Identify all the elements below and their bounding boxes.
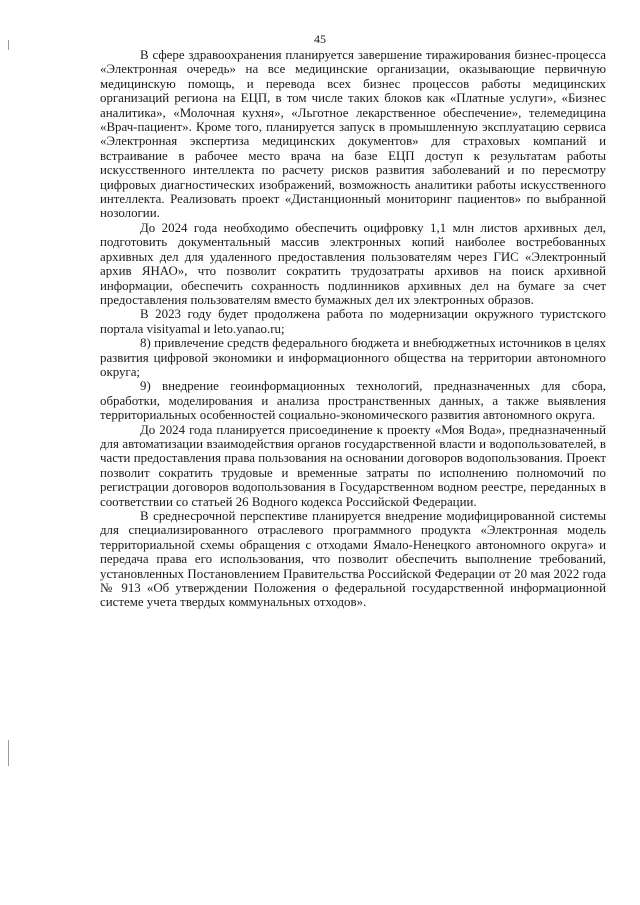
paragraph-my-water: До 2024 года планируется присоединение к проекту «Моя Вода», предназначенный для автоматизации взаимодействия органов государственной власти и водопользователей, в части предоставления права пользования на основании договоров водопользования. Проект позволит сократить трудовые и временные затраты по исполнению полномочий по регистрации договоров водопользования в Государственном водном реестре, переданных в соответствии со статьей 26 Водного кодекса Российской Федерации.	[100, 422, 606, 509]
paragraph-item-9: 9) внедрение геоинформационных технологий, предназначенных для сбора, обработки, моделирования и анализа пространственных данных, а также выявления территориальных особенностей социально-экономического развития автономного округа.	[100, 379, 606, 423]
paragraph-healthcare: В сфере здравоохранения планируется завершение тиражирования бизнес-процесса «Электронная очередь» на все медицинские организации, оказывающие первичную медицинскую помощь, и перевода всех бизнес процессов работы медицинских организаций региона на ЕЦП, в том числе таких блоков как «Платные услуги», «Бизнес аналитика», «Молочная кухня», «Льготное лекарственное обеспечение», телемедицина «Врач-пациент». Кроме того, планируется запуск в промышленную эксплуатацию сервиса «Электронная экспертиза медицинских документов» для страховых компаний и встраивание в рабочее место врача на базе ЕЦП доступ к результатам работы искусственного интеллекта по расчету рисков развития заболеваний и по пересмотру цифровых диагностических изображений, возможность аналитики работы искусственного интеллекта. Реализовать проект «Дистанционный мониторинг пациентов» по выбранной нозологии.	[100, 48, 606, 221]
page-number: 45	[314, 32, 326, 46]
paragraph-waste-model: В среднесрочной перспективе планируется внедрение модифицированной системы для специализированного отраслевого программного продукта «Электронная модель территориальной схемы обращения с отходами Ямало-Ненецкого автономного округа» и передача права его использования, что позволит обеспечить выполнение требований, установленных Постановлением Правительства Российской Федерации от 20 мая 2022 года № 913 «Об утверждении Положения о федеральной государственной информационной системе учета твердых коммунальных отходов».	[100, 509, 606, 610]
paragraph-archives: До 2024 года необходимо обеспечить оцифровку 1,1 млн листов архивных дел, подготовить документальный массив электронных копий наиболее востребованных архивных дел для удаленного предоставления пользователям через ГИС «Электронный архив ЯНАО», что позволит сократить трудозатраты архивов на поиск архивной информации, обеспечить сохранность подлинников архивных дел на бумаге за счет предоставления пользователям вместо бумажных дел их электронных образов.	[100, 220, 606, 307]
scan-margin-mark	[8, 740, 9, 766]
paragraph-tourism-portal: В 2023 году будет продолжена работа по модернизации окружного туристского портала visityamal и leto.yanao.ru;	[100, 307, 606, 336]
document-body	[100, 48, 606, 610]
paragraph-item-8: 8) привлечение средств федерального бюджета и внебюджетных источников в целях развития цифровой экономики и информационного общества на территории автономного округа;	[100, 336, 606, 379]
